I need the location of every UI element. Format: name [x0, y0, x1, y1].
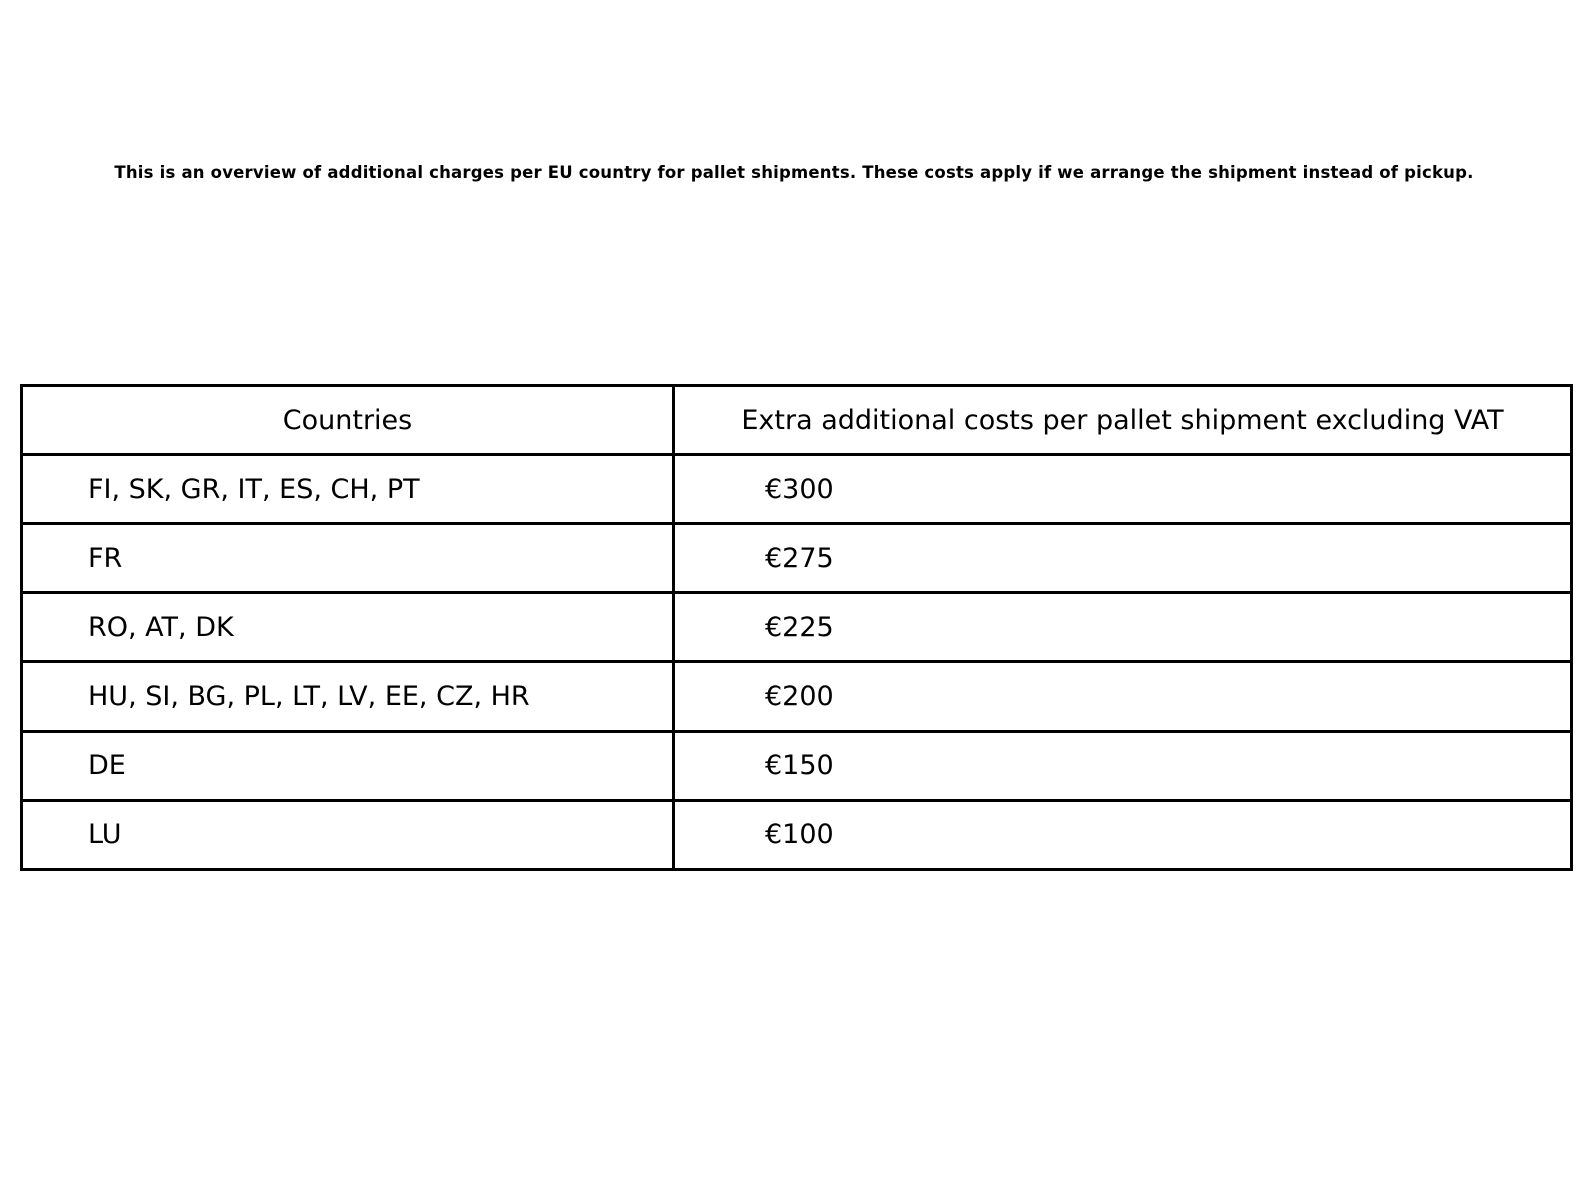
table-row — [22, 662, 1572, 731]
header-countries: Countries — [22, 386, 674, 455]
countries-cell: LU — [22, 800, 674, 869]
table-row — [22, 800, 1572, 869]
charges-table — [20, 384, 1573, 871]
countries-cell: HU, SI, BG, PL, LT, LV, EE, CZ, HR — [22, 662, 674, 731]
cost-cell: €200 — [674, 662, 1572, 731]
table-row — [22, 593, 1572, 662]
header-cost: Extra additional costs per pallet shipment excluding VAT — [674, 386, 1572, 455]
countries-cell: FI, SK, GR, IT, ES, CH, PT — [22, 455, 674, 524]
table-row — [22, 524, 1572, 593]
countries-cell: FR — [22, 524, 674, 593]
cost-cell: €150 — [674, 731, 1572, 800]
countries-cell: RO, AT, DK — [22, 593, 674, 662]
intro-text: This is an overview of additional charges per EU country for pallet shipments. These costs apply if we arrange the shipment instead of pickup. — [114, 163, 1474, 182]
table-row — [22, 731, 1572, 800]
cost-cell: €225 — [674, 593, 1572, 662]
cost-cell: €275 — [674, 524, 1572, 593]
countries-cell: DE — [22, 731, 674, 800]
header-row — [22, 386, 1572, 455]
cost-cell: €100 — [674, 800, 1572, 869]
cost-cell: €300 — [674, 455, 1572, 524]
table-row — [22, 455, 1572, 524]
